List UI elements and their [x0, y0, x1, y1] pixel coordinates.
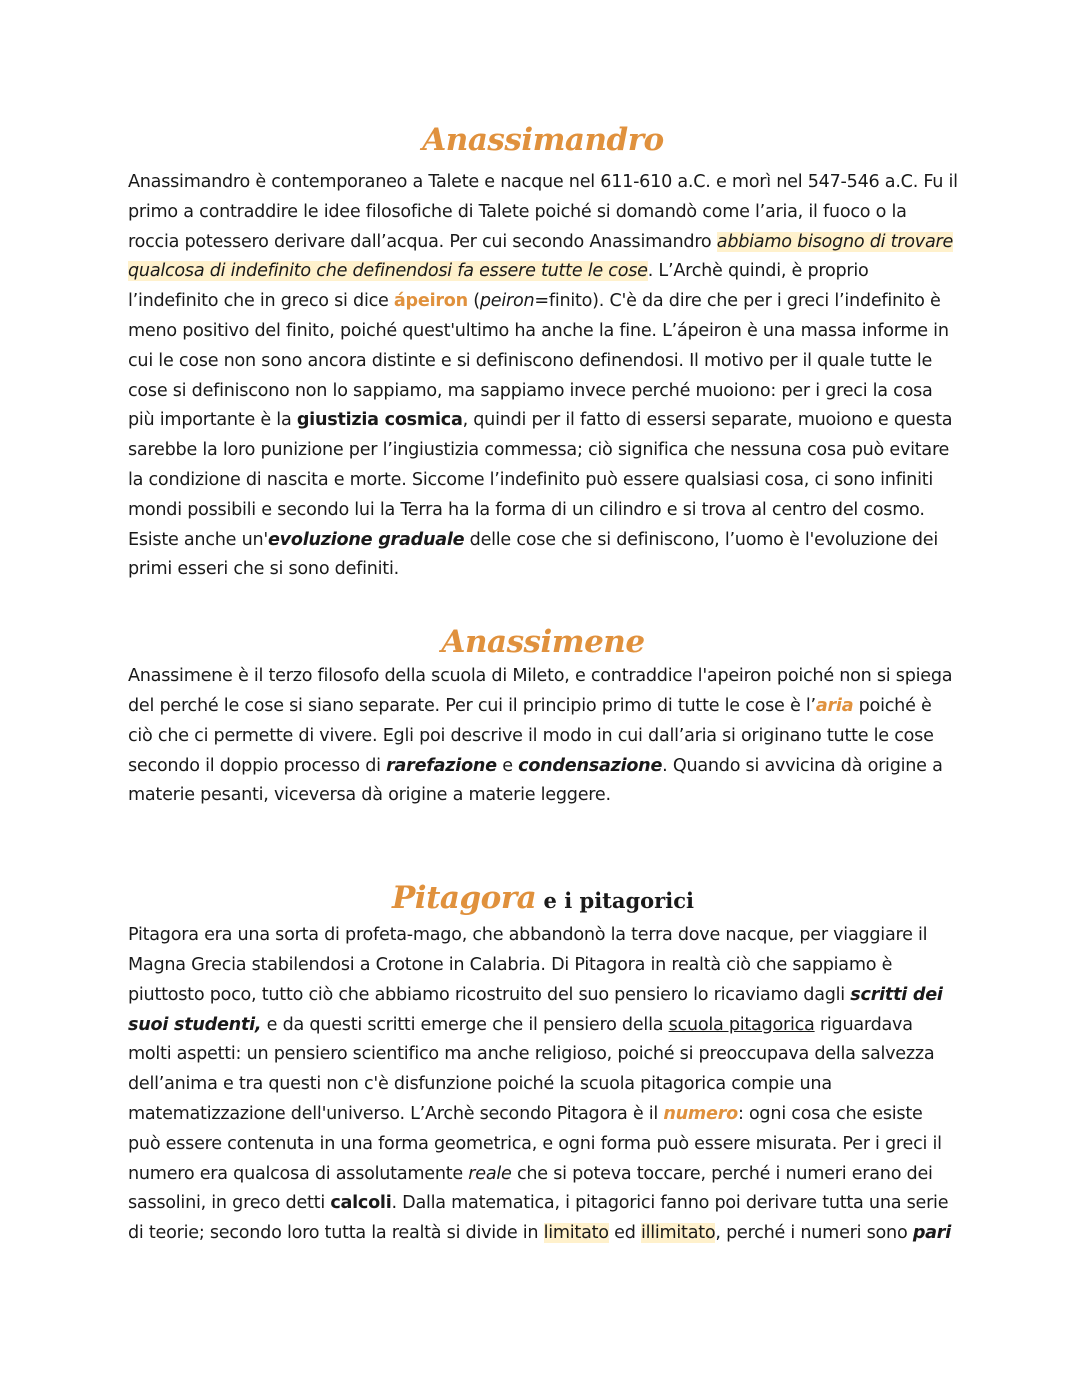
- paragraph-pitagora: Pitagora era una sorta di profeta-mago, che abbandonò la terra dove nacque, per viaggiare il Magna Grecia stabilendosi a Crotone in Calabria. Di Pitagora in realtà ciò che sappiamo è piuttosto poco, tutto ciò che abbiamo ricostruito del suo pensiero lo ricaviamo dagli scritti dei suoi studenti, e da questi scritti emerge che il pensiero della scuola pitagorica riguardava molti aspetti: un pensiero scientifico ma anche religioso, poiché si preoccupava della salvezza dell’anima e tra questi non c'è disfunzione poiché la scuola pitagorica compie una matematizzazione dell'universo. L’Archè secondo Pitagora è il numero: ogni cosa che esiste può essere contenuta in una forma geometrica, e ogni forma può essere misurata. Per i greci il numero era qualcosa di assolutamente reale che si poteva toccare, perché i numeri erano dei sassolini, in greco detti calcoli. Dalla matematica, i pitagorici fanno poi derivare tutta una serie di teorie; secondo loro tutta la realtà si divide in limitato ed illimitato, perché i numeri sono pari: [128, 925, 951, 1244]
- term-giustizia-cosmica: giustizia cosmica: [296, 410, 463, 431]
- term-scritti: scritti dei suoi studenti,: [128, 984, 943, 1035]
- term-calcoli: calcoli: [330, 1193, 392, 1214]
- section-title-anassimene: Anassimene: [441, 624, 645, 661]
- section-title-anassimandro: Anassimandro: [422, 122, 664, 158]
- term-rarefazione: rarefazione: [386, 755, 497, 776]
- paragraph-anassimandro: Anassimandro è contemporaneo a Talete e nacque nel 611-610 a.C. e morì nel 547-546 a.C. Fu il primo a contraddire le idee filosofiche di Talete poiché si domandò come l’aria, il fuoco o la roccia potessero derivare dall’acqua. Per cui secondo Anassimandro abbiamo bisogno di trovare qualcosa di indefinito che definendosi fa essere tutte le cose. L’Archè quindi, è proprio l’indefinito che in greco si dice ápeiron (peiron=finito). C'è da dire che per i greci l’indefinito è meno positivo del finito, poiché quest'ultimo ha anche la fine. L’ápeiron è una massa informe in cui le cose non sono ancora distinte e si definiscono definendosi. Il motivo per il quale tutte le cose si definiscono non lo sappiamo, ma sappiamo invece perché muoiono: per i greci la cosa più importante è la giustizia cosmica, quindi per il fatto di essersi separate, muoiono e questa sarebbe la loro punizione per l’ingiustizia commessa; ciò significa che nessuna cosa può evitare la condizione di nascita e morte. Siccome l’indefinito può essere qualsiasi cosa, ci sono infiniti mondi possibili e secondo lui la Terra ha la forma di un cilindro e si trova al centro del cosmo. Esiste anche un'evoluzione graduale delle cose che si definiscono, l’uomo è l'evoluzione dei primi esseri che si sono definiti.: [128, 172, 958, 580]
- term-scuola-pitagorica: scuola pitagorica: [668, 1014, 815, 1035]
- highlight-limitato: limitato: [543, 1223, 609, 1244]
- highlight-illimitato: illimitato: [640, 1223, 716, 1244]
- section-subtitle: e i pitagorici: [536, 888, 694, 914]
- term-condensazione: condensazione: [518, 755, 663, 776]
- document-page: [128, 120, 958, 1249]
- highlight-indefinito: abbiamo bisogno di trovare qualcosa di indefinito che definendosi fa essere tutte le cose: [128, 231, 954, 282]
- term-pari: pari: [912, 1223, 951, 1244]
- paragraph-anassimene: Anassimene è il terzo filosofo della scuola di Mileto, e contraddice l'apeiron poiché non si spiega del perché le cose si siano separate. Per cui il principio primo di tutte le cose è l’aria poiché è ciò che ci permette di vivere. Egli poi descrive il modo in cui dall’aria si originano tutte le cose secondo il doppio processo di rarefazione e condensazione. Quando si avvicina dà origine a materie pesanti, viceversa dà origine a materie leggere.: [128, 666, 953, 806]
- term-apeiron: ápeiron: [393, 291, 468, 312]
- term-aria: aria: [815, 695, 854, 716]
- term-numero: numero: [663, 1103, 738, 1124]
- section-title-pitagora: Pitagora e i pitagorici: [391, 880, 694, 917]
- term-evoluzione: evoluzione graduale: [267, 529, 465, 550]
